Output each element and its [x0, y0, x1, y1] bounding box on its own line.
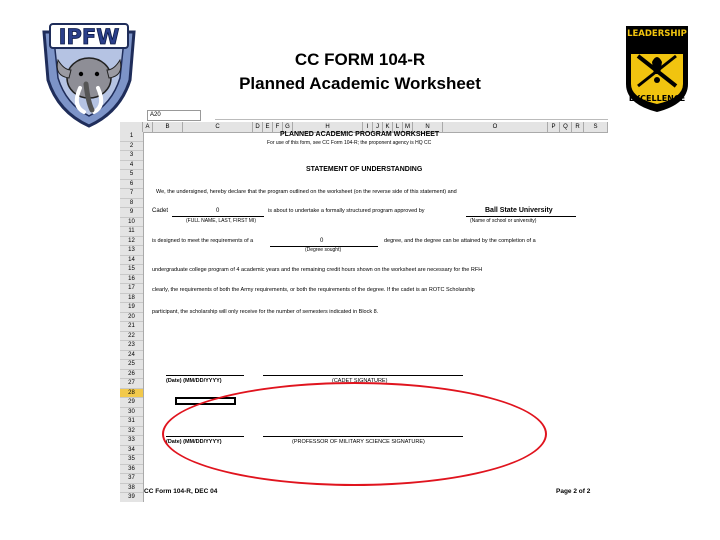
worksheet-subtitle: For use of this form, see CC Form 104-R; the proponent agency is HQ CC: [267, 140, 432, 146]
name-box[interactable]: A20: [147, 110, 201, 121]
degree-line: degree, and the degree can be attained by the completion of a: [384, 238, 536, 244]
row-header[interactable]: 10: [120, 218, 143, 228]
about-text: is about to undertake a formally structured program approved by: [268, 208, 425, 214]
col-K[interactable]: K: [383, 122, 393, 132]
degree-caption: (Degree sought): [305, 247, 342, 253]
row-header[interactable]: 31: [120, 417, 143, 427]
row-header[interactable]: 6: [120, 180, 143, 190]
rotc-shield-icon: [622, 22, 692, 114]
col-C[interactable]: C: [183, 122, 253, 132]
svg-text:EXCELLENCE: EXCELLENCE: [628, 94, 686, 103]
undergrad-line: undergraduate college program of 4 academic years and the remaining credit hours shown on the worksheet are necessary for the RFH: [152, 267, 483, 273]
cadet-label: Cadet: [152, 208, 169, 214]
row-header[interactable]: 26: [120, 370, 143, 380]
slide-title-line1: CC FORM 104-R: [294, 50, 426, 69]
col-F[interactable]: F: [273, 122, 283, 132]
row-header[interactable]: 37: [120, 474, 143, 484]
col-O[interactable]: O: [443, 122, 548, 132]
row-header[interactable]: 17: [120, 284, 143, 294]
row-header[interactable]: 16: [120, 275, 143, 285]
date-label-2: (Date) (MM/DD/YYYY): [166, 439, 222, 445]
declaration-line: We, the undersigned, hereby declare that the program outlined on the worksheet (on the reverse side of this statement) and: [156, 189, 457, 195]
corner-select-all[interactable]: [120, 122, 143, 132]
fullname-caption: (FULL NAME, LAST, FIRST MI): [186, 218, 257, 224]
col-Q[interactable]: Q: [560, 122, 572, 132]
row-header[interactable]: 25: [120, 360, 143, 370]
row-header[interactable]: 19: [120, 303, 143, 313]
row-header[interactable]: 5: [120, 170, 143, 180]
col-N[interactable]: N: [413, 122, 443, 132]
slide-title-line2: Planned Academic Worksheet: [239, 74, 481, 93]
row-header[interactable]: 7: [120, 189, 143, 199]
col-I[interactable]: I: [363, 122, 373, 132]
row-header[interactable]: 22: [120, 332, 143, 342]
row-header[interactable]: 33: [120, 436, 143, 446]
row-header[interactable]: 21: [120, 322, 143, 332]
statement-heading: STATEMENT OF UNDERSTANDING: [306, 166, 423, 173]
date-underline-1: [166, 375, 244, 376]
date-label-1: (Date) (MM/DD/YYYY): [166, 378, 222, 384]
col-H[interactable]: H: [293, 122, 363, 132]
col-G[interactable]: G: [283, 122, 293, 132]
footer-page-number: Page 2 of 2: [556, 488, 591, 495]
scholarship-line: participant, the scholarship will only receive for the number of semesters indicated in Block 8.: [152, 309, 379, 315]
col-B[interactable]: B: [153, 122, 183, 132]
row-header[interactable]: 9: [120, 208, 143, 218]
row-header[interactable]: 29: [120, 398, 143, 408]
col-L[interactable]: L: [393, 122, 403, 132]
school-caption: (Name of school or university): [470, 218, 537, 224]
cadet-name-value[interactable]: 0: [216, 208, 220, 214]
row-header[interactable]: 13: [120, 246, 143, 256]
worksheet-title: PLANNED ACADEMIC PROGRAM WORKSHEET: [280, 131, 440, 138]
svg-text:LEADERSHIP: LEADERSHIP: [627, 29, 687, 39]
row-headers: [120, 132, 144, 502]
row-header[interactable]: 28: [120, 389, 143, 399]
col-D[interactable]: D: [253, 122, 263, 132]
red-circle-annotation: [162, 382, 547, 486]
row-header[interactable]: 12: [120, 237, 143, 247]
row-header[interactable]: 38: [120, 484, 143, 494]
row-header[interactable]: 32: [120, 427, 143, 437]
col-A[interactable]: A: [143, 122, 153, 132]
cadet-signature-underline: [263, 375, 463, 376]
designed-line: is designed to meet the requirements of a: [152, 238, 254, 244]
row-header[interactable]: 27: [120, 379, 143, 389]
row-header[interactable]: 36: [120, 465, 143, 475]
footer-form-id: CC Form 104-R, DEC 04: [144, 488, 218, 495]
row-header[interactable]: 2: [120, 142, 143, 152]
col-R[interactable]: R: [572, 122, 584, 132]
row-header[interactable]: 14: [120, 256, 143, 266]
row-header[interactable]: 11: [120, 227, 143, 237]
cadet-signature-label: (CADET SIGNATURE): [332, 378, 388, 384]
row-header[interactable]: 4: [120, 161, 143, 171]
row-header[interactable]: 15: [120, 265, 143, 275]
university-value[interactable]: Ball State University: [485, 207, 553, 214]
degree-value[interactable]: 0: [320, 238, 324, 244]
col-S[interactable]: S: [584, 122, 608, 132]
row-header[interactable]: 30: [120, 408, 143, 418]
row-header[interactable]: 1: [120, 132, 143, 142]
col-M[interactable]: M: [403, 122, 413, 132]
requirements-line: clearly, the requirements of both the Army requirements, or both the requirements of the degree. If the cadet is an ROTC Scholarship: [152, 287, 475, 293]
row-header[interactable]: 23: [120, 341, 143, 351]
row-header[interactable]: 20: [120, 313, 143, 323]
row-header[interactable]: 24: [120, 351, 143, 361]
row-header[interactable]: 3: [120, 151, 143, 161]
svg-text:IPFW: IPFW: [58, 25, 120, 49]
row-header[interactable]: 35: [120, 455, 143, 465]
col-P[interactable]: P: [548, 122, 560, 132]
row-header[interactable]: 39: [120, 493, 143, 502]
col-E[interactable]: E: [263, 122, 273, 132]
pms-signature-label: (PROFESSOR OF MILITARY SCIENCE SIGNATURE): [292, 439, 425, 445]
row-header[interactable]: 18: [120, 294, 143, 304]
row-header[interactable]: 8: [120, 199, 143, 209]
formula-bar[interactable]: [215, 110, 608, 120]
col-J[interactable]: J: [373, 122, 383, 132]
row-header[interactable]: 34: [120, 446, 143, 456]
